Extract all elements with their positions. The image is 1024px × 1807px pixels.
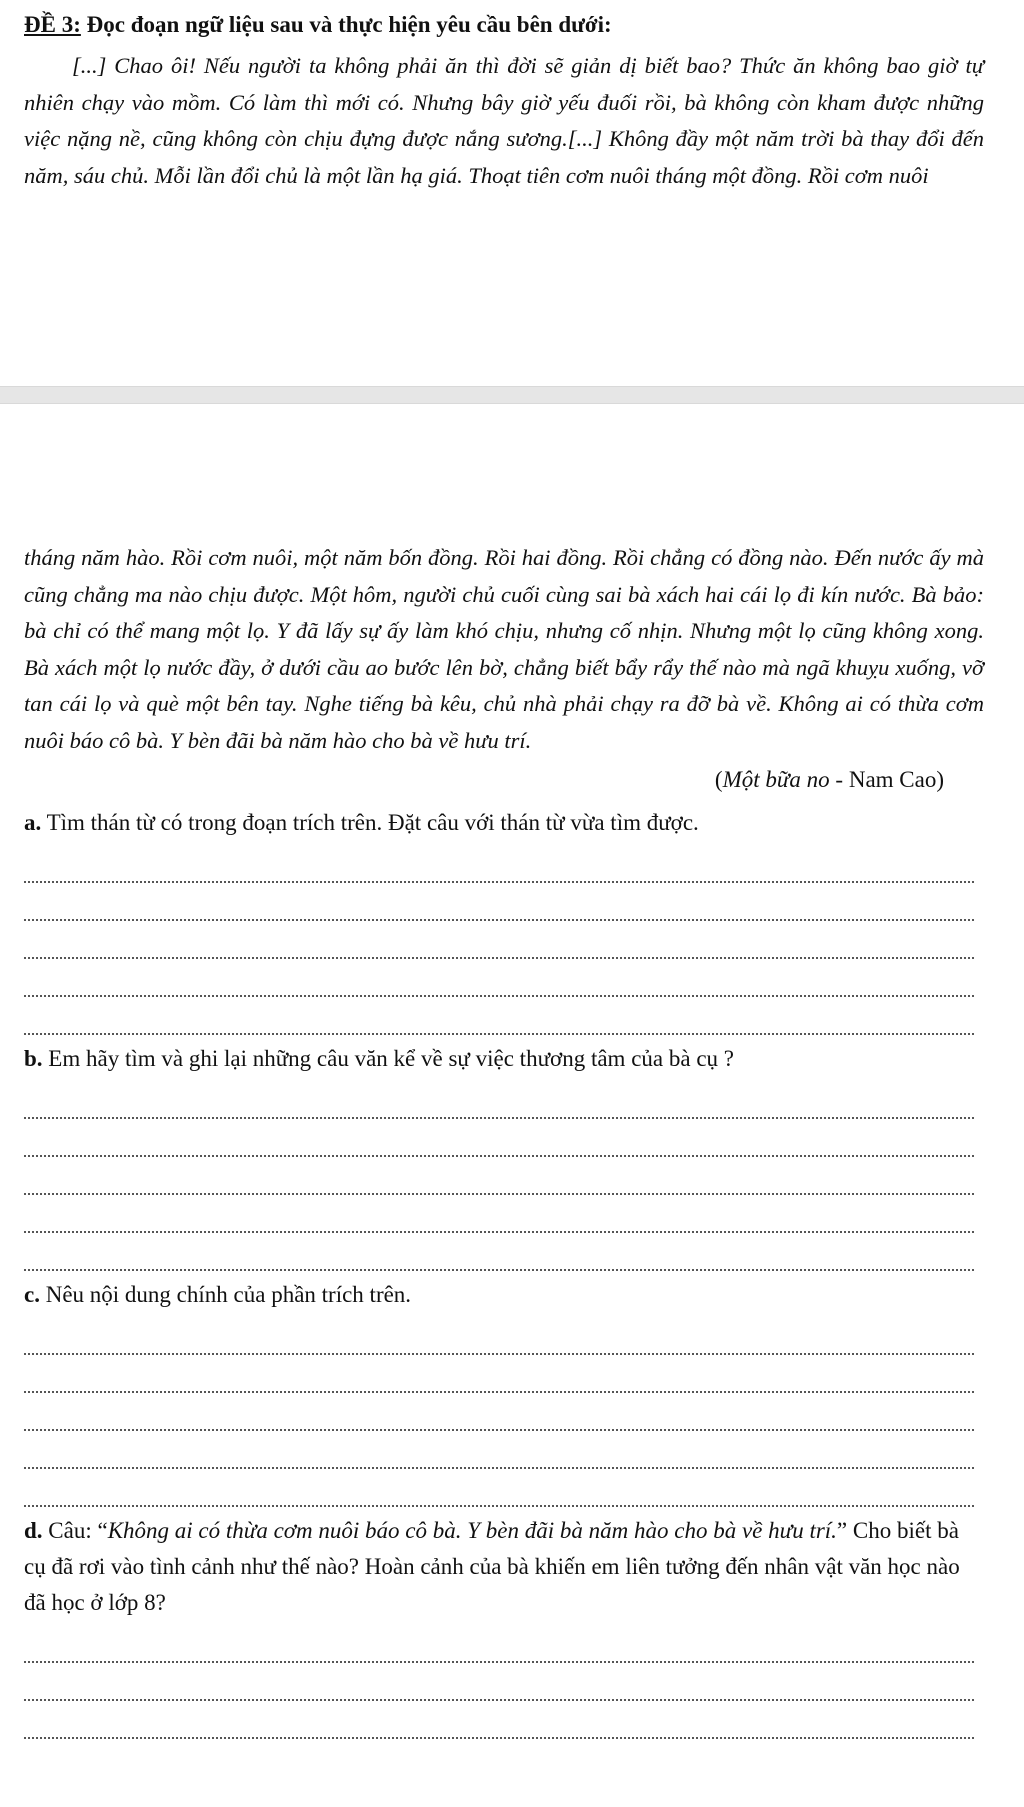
answer-line xyxy=(24,883,974,921)
question-a-letter: a. xyxy=(24,810,42,835)
answer-area-b[interactable] xyxy=(24,1081,984,1271)
source-open: ( xyxy=(714,767,723,792)
bottom-section xyxy=(24,540,984,1739)
question-b-text: Em hãy tìm và ghi lại những câu văn kể về sự việc thương tâm của bà cụ ? xyxy=(42,1046,734,1071)
question-a-text: Tìm thán từ có trong đoạn trích trên. Đặt câu với thán từ vừa tìm được. xyxy=(41,810,699,835)
answer-line xyxy=(24,1469,974,1507)
answer-line xyxy=(24,1317,974,1355)
answer-line xyxy=(24,921,974,959)
exercise-instruction: Đọc đoạn ngữ liệu sau và thực hiện yêu cầu bên dưới: xyxy=(80,12,612,37)
answer-area-d[interactable] xyxy=(24,1625,984,1739)
question-b-letter: b. xyxy=(24,1046,43,1071)
answer-line xyxy=(24,1701,974,1739)
answer-line xyxy=(24,1233,974,1271)
answer-line xyxy=(24,1157,974,1195)
question-d-post: ” Cho biết bà cụ đã rơi vào tình cảnh như thế nào? Hoàn cảnh của bà khiến em liên tưởng đến nhân vật văn học nào đã học ở lớp 8? xyxy=(24,1518,960,1615)
answer-line xyxy=(24,845,974,883)
answer-line xyxy=(24,959,974,997)
answer-area-a[interactable] xyxy=(24,845,984,1035)
question-d xyxy=(24,1513,984,1621)
passage-part-1: [...] Chao ôi! Nếu người ta không phải ăn thì đời sẽ giản dị biết bao? Thức ăn không bao giờ tự nhiên chạy vào mồm. Có làm thì mới có. Nhưng bây giờ yếu đuối rồi, bà không còn kham được những việc nặng nề, cũng không còn chịu đựng được nắng sương.[...] Không đầy một năm trời bà thay đổi đến năm, sáu chủ. Mỗi lần đổi chủ là một lần hạ giá. Thoạt tiên cơm nuôi tháng một đồng. Rồi cơm nuôi xyxy=(24,53,984,188)
answer-line xyxy=(24,1119,974,1157)
question-c xyxy=(24,1277,984,1313)
page-divider xyxy=(0,386,1024,404)
passage-source xyxy=(24,763,944,797)
question-c-letter: c. xyxy=(24,1282,40,1307)
answer-line xyxy=(24,1663,974,1701)
answer-line xyxy=(24,1081,974,1119)
source-title: Một bữa no xyxy=(722,767,830,792)
passage-part-2: tháng năm hào. Rồi cơm nuôi, một năm bốn đồng. Rồi hai đồng. Rồi chẳng có đồng nào. Đến nước ấy mà cũng chẳng ma nào chịu được. Một hôm, người chủ cuối cùng sai bà xách hai cái lọ đi kín nước. Bà bảo: bà chỉ có thể mang một lọ. Y đã lấy sự ấy làm khó chịu, nhưng cố nhịn. Nhưng một lọ cũng không xong. Bà xách một lọ nước đầy, ở dưới cầu ao bước lên bờ, chẳng biết bẩy rẩy thế nào mà ngã khuỵu xuống, vỡ tan cái lọ và què một bên tay. Nghe tiếng bà kêu, chủ nhà phải chạy ra đỡ bà về. Không ai có thừa cơm nuôi báo cô bà. Y bèn đãi bà năm hào cho bà về hưu trí. xyxy=(24,545,984,753)
question-c-text: Nêu nội dung chính của phần trích trên. xyxy=(39,1282,412,1307)
question-a xyxy=(24,805,984,841)
source-author: - Nam Cao) xyxy=(829,767,944,792)
answer-line xyxy=(24,997,974,1035)
exercise-number: ĐỀ 3: xyxy=(24,12,81,37)
answer-line xyxy=(24,1625,974,1663)
question-d-pre: Câu: “ xyxy=(42,1518,108,1543)
answer-line xyxy=(24,1431,974,1469)
exercise-heading xyxy=(24,8,984,42)
answer-area-c[interactable] xyxy=(24,1317,984,1507)
top-section xyxy=(24,8,984,194)
answer-line xyxy=(24,1355,974,1393)
answer-line xyxy=(24,1393,974,1431)
question-b xyxy=(24,1041,984,1077)
answer-line xyxy=(24,1195,974,1233)
question-d-quote: Không ai có thừa cơm nuôi báo cô bà. Y bèn đãi bà năm hào cho bà về hưu trí. xyxy=(107,1518,837,1543)
question-d-letter: d. xyxy=(24,1518,43,1543)
